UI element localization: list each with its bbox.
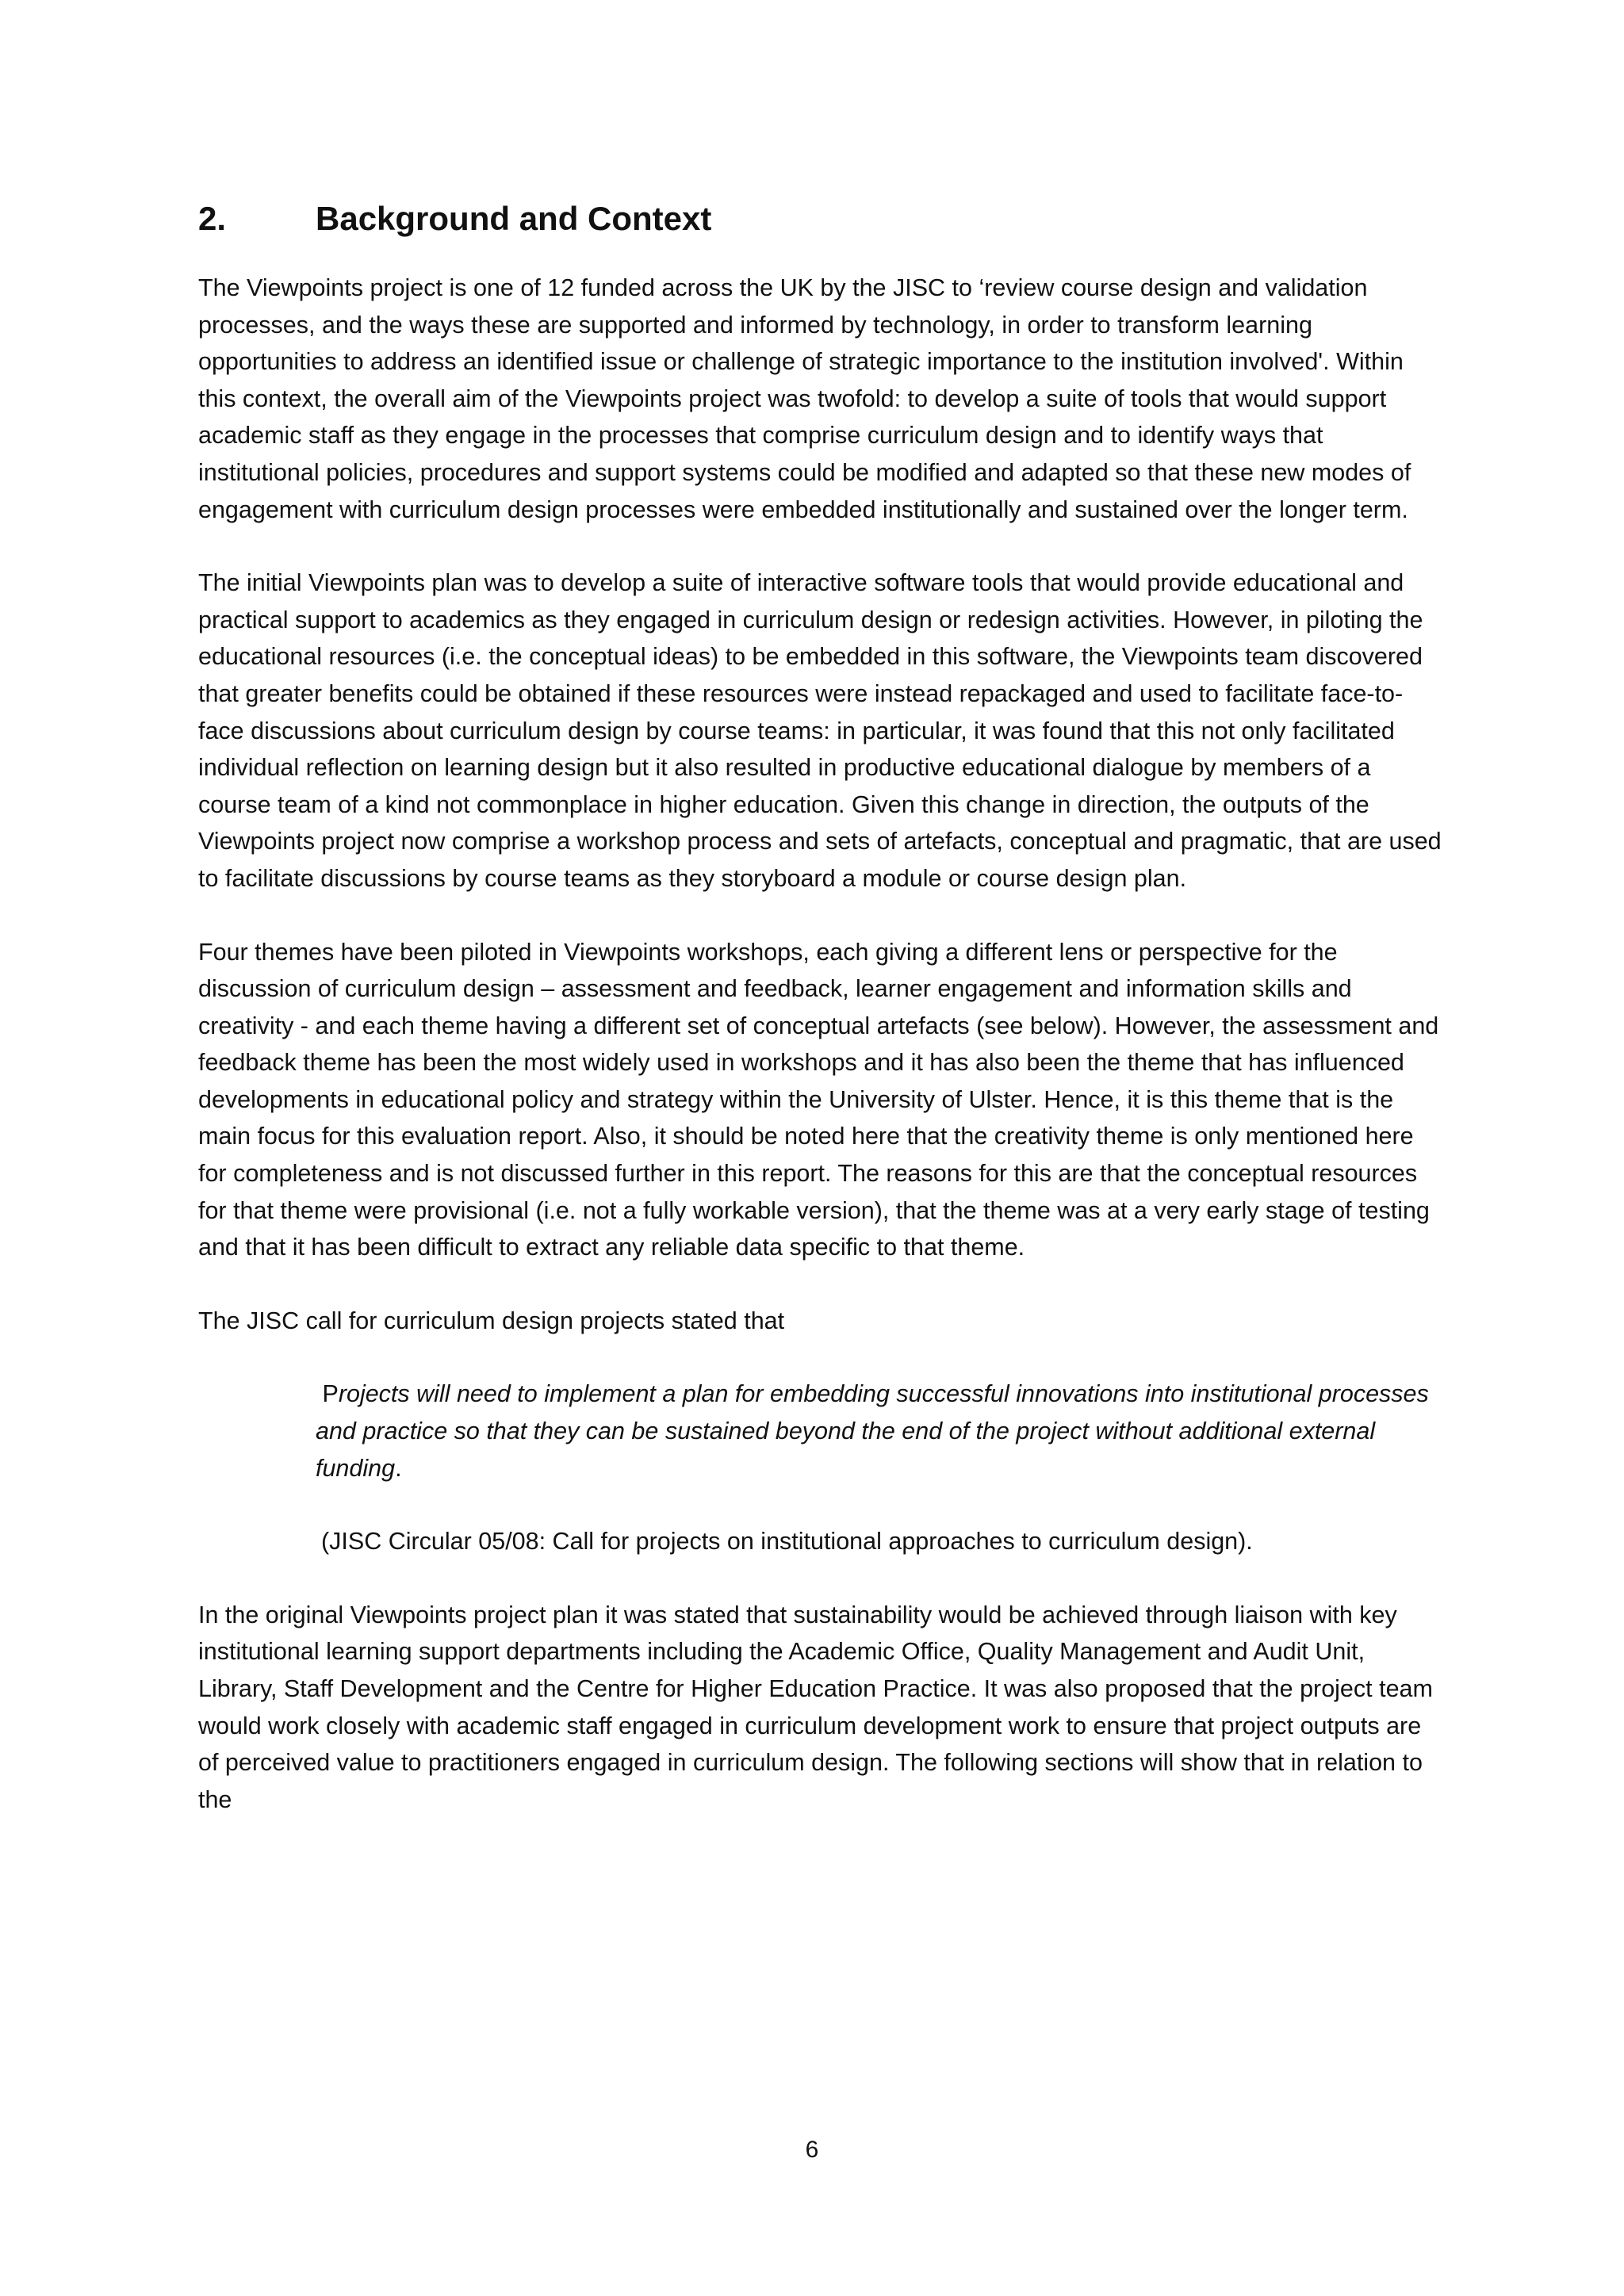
paragraph-intro: The Viewpoints project is one of 12 funded across the UK by the JISC to ‘review course design and validation processes, and the ways these are supported and informed by technology, in order to transform learning opportunities to address an identified issue or challenge of strategic importance to the institution involved'. Within this context, the overall aim of the Viewpoints project was twofold: to develop a suite of tools that would support academic staff as they engage in the processes that comprise curriculum design and to identify ways that institutional policies, procedures and support systems could be modified and adapted so that these new modes of engagement with curriculum design processes were embedded institutionally and sustained over the longer term. [198,274,1411,523]
quote-text [316,1380,1429,1481]
paragraph-jisc-call: The JISC call for curriculum design projects stated that [198,1307,785,1334]
section-title: Background and Context [316,200,712,237]
quote-tail: . [395,1454,402,1482]
page-content [198,197,1443,1854]
quote-citation: (JISC Circular 05/08: Call for projects on institutional approaches to curriculum design). [321,1528,1253,1556]
section-heading [198,197,1443,241]
paragraph-themes: Four themes have been piloted in Viewpoints workshops, each giving a different lens or perspective for the discussion of curriculum design – assessment and feedback, learner engagement and information skills and creativity - and each theme having a different set of conceptual artefacts (see below). However, the assessment and feedback theme has been the most widely used in workshops and it has also been the theme that has influenced developments in educational policy and strategy within the University of Ulster. Hence, it is this theme that is the main focus for this evaluation report. Also, it should be noted here that the creativity theme is only mentioned here for completeness and is not discussed further in this report. The reasons for this are that the conceptual resources for that theme were provisional (i.e. not a fully workable version), that the theme was at a very early stage of testing and that it has been difficult to extract any reliable data specific to that theme. [198,938,1439,1261]
quote-italic-text: rojects will need to implement a plan for embedding successful innovations into institutional processes and practice so that they can be sustained beyond the end of the project without additional external funding [316,1380,1429,1482]
quote-lead-letter: P [322,1380,339,1408]
paragraph-initial-plan: The initial Viewpoints plan was to develop a suite of interactive software tools that would provide educational and practical support to academics as they engaged in curriculum design or redesign activities. However, in piloting the educational resources (i.e. the conceptual ideas) to be embedded in this software, the Viewpoints team discovered that greater benefits could be obtained if these resources were instead repackaged and used to facilitate face-to-face discussions about curriculum design by course teams: in particular, it was found that this not only facilitated individual reflection on learning design but it also resulted in productive educational dialogue by members of a course team of a kind not commonplace in higher education. Given this change in direction, the outputs of the Viewpoints project now comprise a workshop process and sets of artefacts, conceptual and pragmatic, that are used to facilitate discussions by course teams as they storyboard a module or course design plan. [198,569,1442,892]
section-number: 2. [198,200,227,237]
page-number: 6 [805,2137,819,2163]
paragraph-sustainability: In the original Viewpoints project plan it was stated that sustainability would be achieved through liaison with key institutional learning support departments including the Academic Office, Quality Management and Audit Unit, Library, Staff Development and the Centre for Higher Education Practice. It was also proposed that the project team would work closely with academic staff engaged in curriculum development work to ensure that project outputs are of perceived value to practitioners engaged in curriculum design. The following sections will show that in relation to the [198,1601,1433,1813]
block-quote [316,1376,1443,1487]
